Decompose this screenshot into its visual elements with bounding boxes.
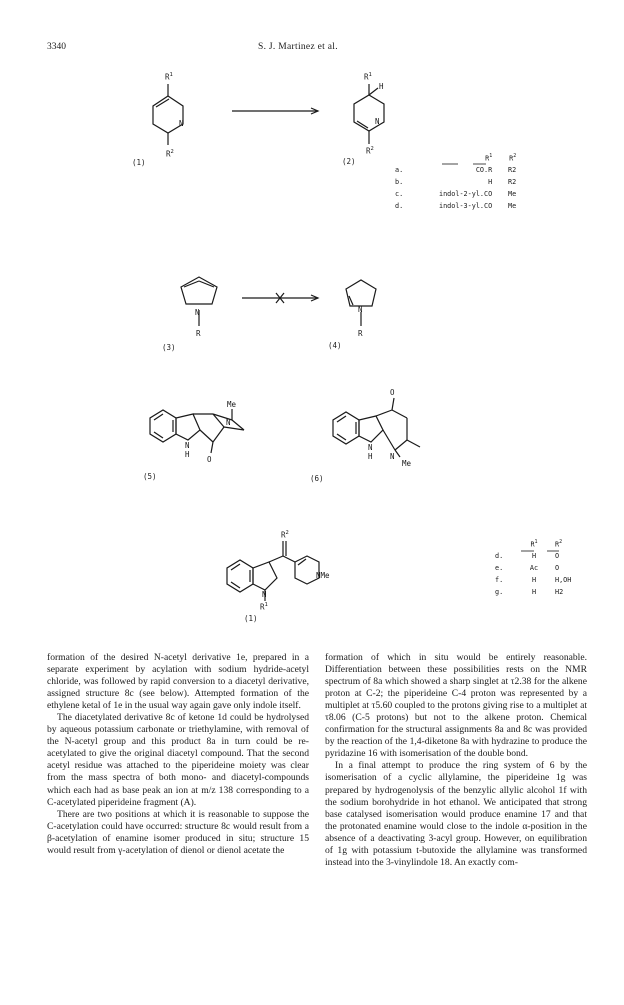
table-head-r2: $R^2$ <box>509 153 517 163</box>
table-row: c. indol-2-yl.CO Me <box>395 190 517 198</box>
paragraph: formation of which in situ would be entirely reasonable. Differentiation between these possibilities rests on the NMR spectrum of 8a which showed a sharp singlet at τ2.38 for the alkene proton at C-2; the piperideine C-4 proton was represented by a multiplet at τ5.60 coupled to the protons giving rise to a multiplet at τ8.06 (C-5 protons) but not to the alkene proton. Chemical confirmation for the structural assignments 8a and 8c was provided by the reaction of the 1,4-diketone 8a with hydrazine to produce the pyridazine 16 with isomerisation of the double bond. <box>325 652 587 760</box>
table-row: f. H H,OH <box>495 576 572 584</box>
body-column-right <box>325 652 587 869</box>
atom-h-label: H <box>368 452 373 461</box>
atom-r1-label: $R^1$ <box>165 72 173 82</box>
table-head-r1: $R^1$ <box>530 539 538 549</box>
compound-1-label: (1) <box>132 158 146 167</box>
atom-r-label: R <box>196 329 201 338</box>
paragraph: There are two positions at which it is reasonable to suppose the C-acetylation could have occurred: structure 8c would result from a β-acetylation of enamine isomer produced in situ; structure 15 would result from γ-acetylation of dienol or dienol acetate the <box>47 808 309 856</box>
structure-6-skeleton <box>333 398 420 457</box>
compound-1-bottom-label: (1) <box>244 614 258 623</box>
atom-o-label: O <box>207 455 212 464</box>
table-row: e. Ac O <box>495 564 560 572</box>
structure-5-skeleton <box>150 409 244 453</box>
atom-me-label: Me <box>227 400 237 409</box>
atom-n-label: N <box>185 441 190 450</box>
atom-h-label: H <box>185 450 190 459</box>
page-number: 3340 <box>47 42 66 52</box>
compound-3-label: (3) <box>162 343 176 352</box>
running-title: S. J. Martinez et al. <box>258 42 338 52</box>
atom-n-label: N <box>226 418 231 427</box>
paragraph: formation of the desired N-acetyl derivative 1e, prepared in a separate experiment by acylation with sodium hydride-acetyl chloride, was followed by rapid conversion to a diacetyl derivative, assigned structure 8c (see below). Attempted formation of the ethylene ketal of 1e in the usual way again gave only indole itself. <box>47 652 309 712</box>
table-row: d. H O <box>495 552 560 560</box>
atom-h-label: H <box>379 82 384 91</box>
atom-r2-label: $R^2$ <box>281 530 289 540</box>
reaction-arrow-blocked <box>242 293 318 303</box>
atom-n-label: N <box>368 443 373 452</box>
compound-2-label: (2) <box>342 157 356 166</box>
atom-me-label: Me <box>402 459 412 468</box>
structure-1-ring <box>153 84 183 145</box>
atom-n-label: N <box>375 117 380 126</box>
atom-nme-label: NMe <box>316 571 330 580</box>
substituent-table-2 <box>495 538 589 598</box>
paragraph: The diacetylated derivative 8c of ketone 1d could be hydrolysed by aqueous potassium carbonate or triethylamine, with removal of the N-acetyl group and this product 8a in turn could be re-acetylated to give the original diacetyl compound. That the second acetyl residue was attached to the piperideine moiety was clear from the mass spectra of both mono- and diacetyl-compounds which each had as base peak an ion at m/z 138 corresponding to a C-acetylated piperideine fragment (A). <box>47 712 309 808</box>
atom-n-label: N <box>179 119 184 128</box>
atom-n-label: N <box>195 308 200 317</box>
paragraph: In a final attempt to produce the ring system of 6 by the isomerisation of a cyclic allylamine, the piperideine 1g was prepared by hydrogenolysis of the benzylic allylic alcohol 1f with the sodium borohydride in hot ethanol. We anticipated that strong base catalysed isomerisation would produce enamine 17 and that the protonated enamine would close to the indole α-position in the absence of a deactivating 3-acyl group. However, on equilibration of 1g with potassium t-butoxide the allylamine was transformed instead into the 3-vinylindole 18. An exactly com- <box>325 760 587 868</box>
table-head-r1: $R^1$ <box>485 153 493 163</box>
atom-n-label: N <box>262 590 267 599</box>
table-head-r2: $R^2$ <box>555 539 563 549</box>
compound-5-label: (5) <box>143 472 157 481</box>
table-row: g. H H2 <box>495 588 564 596</box>
structure-1-bottom-skeleton <box>227 541 319 601</box>
table-row: d. indol-3-yl.CO Me <box>395 202 517 210</box>
structure-4-ring <box>346 280 376 326</box>
atom-n-label: N <box>390 452 395 461</box>
atom-r1-label: $R^1$ <box>364 72 372 82</box>
atom-n-label: N <box>358 305 363 314</box>
atom-r1-label: $R^1$ <box>260 602 268 612</box>
compound-4-label: (4) <box>328 341 342 350</box>
substituent-table-1 <box>395 152 520 212</box>
table-row: b. H R2 <box>395 178 517 186</box>
atom-r-label: R <box>358 329 363 338</box>
atom-r2-label: $R^2$ <box>366 146 374 156</box>
atom-o-label: O <box>390 388 395 397</box>
body-column-left <box>47 652 309 857</box>
structure-3-ring <box>181 277 217 326</box>
structure-2-ring <box>354 84 384 144</box>
compound-6-label: (6) <box>310 474 324 483</box>
atom-r2-label: $R^2$ <box>166 149 174 159</box>
table-row: a. CO.R R2 <box>395 166 517 174</box>
reaction-arrow-1 <box>232 108 318 114</box>
